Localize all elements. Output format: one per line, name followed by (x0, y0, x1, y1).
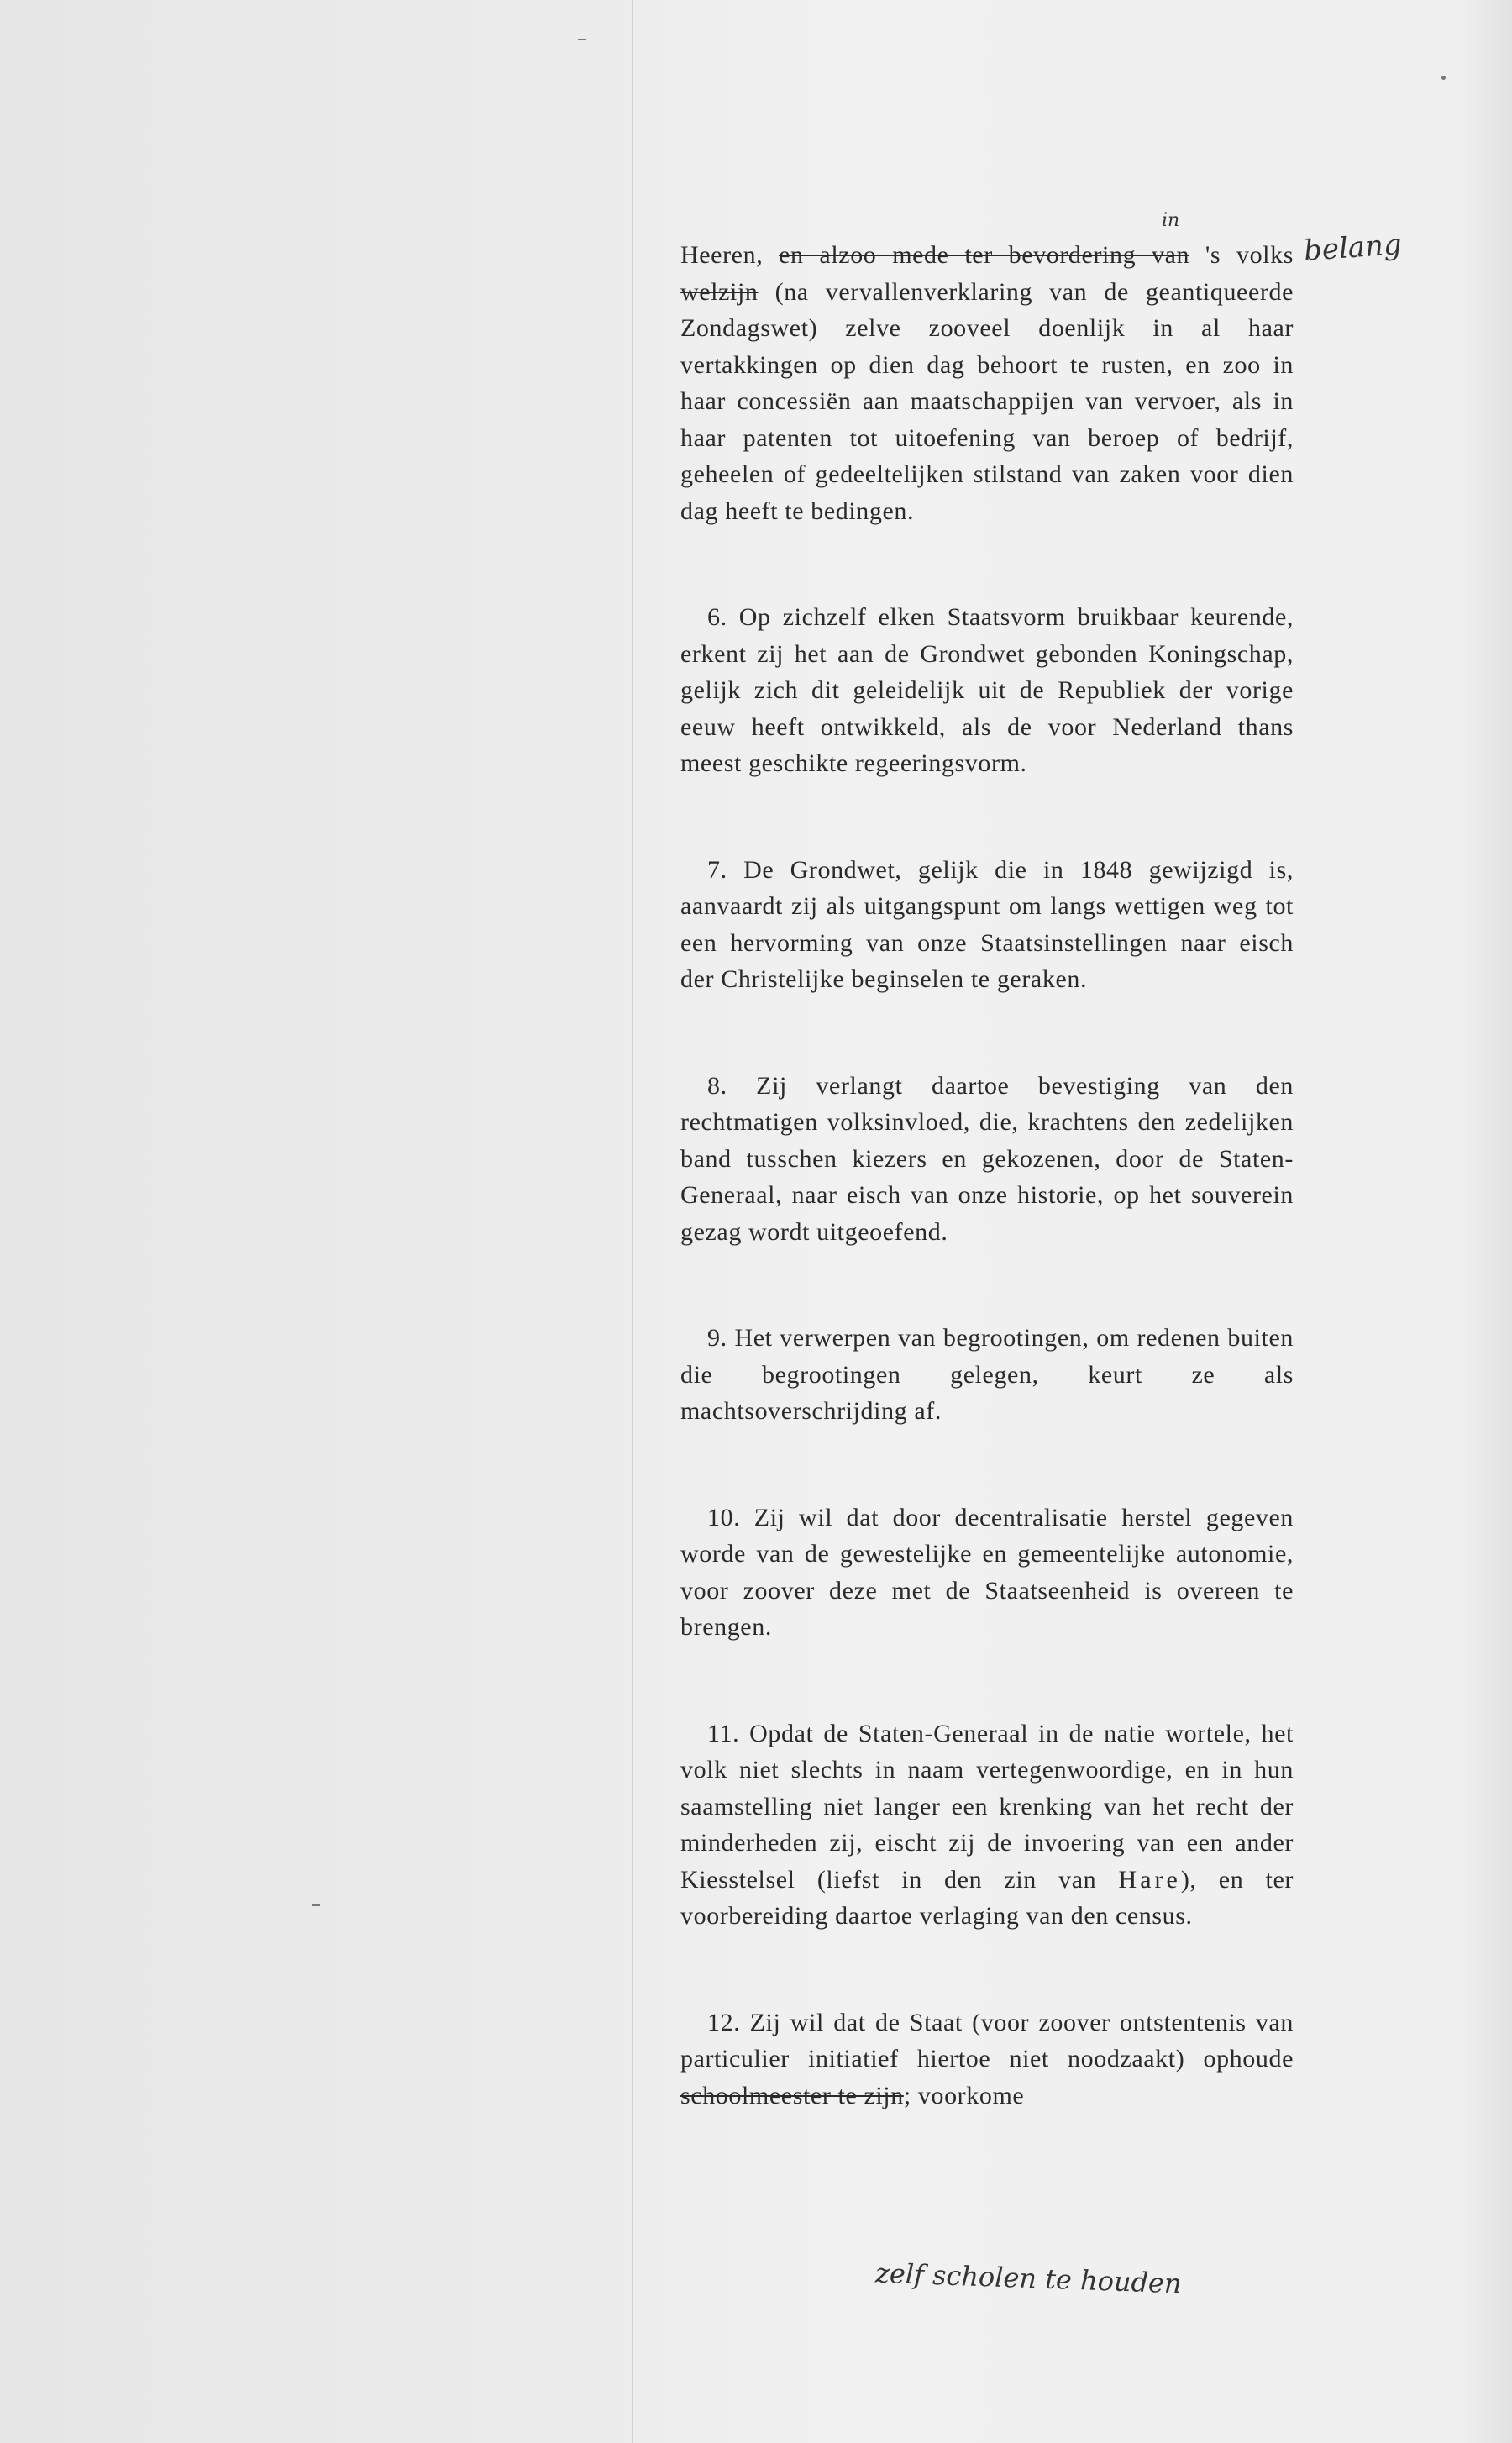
scan-speck (312, 1904, 320, 1906)
handwritten-margin-note: belang (1302, 227, 1403, 269)
text-run: (na vervallenverklaring van de geantiqueerde Zondagswet) zelve zooveel doenlijk in al haar vertakkingen op dien dag behoort te rusten, en zoo in haar concessiën aan maatschappijen van vervoer, als in haar patenten tot uitoefening van beroep of bedrijf, geheelen of gedeeltelijken stilstand van zaken voor dien dag heeft te bedingen. (680, 277, 1294, 525)
scan-speck (1441, 76, 1446, 80)
text-column (680, 237, 1294, 2114)
paragraph-12 (680, 2004, 1294, 2115)
handwritten-insertion: in (1162, 210, 1180, 231)
struck-text: schoolmeester te zijn (680, 2081, 904, 2109)
text-run: Heeren, (680, 241, 780, 269)
paragraph-6: 6. Op zichzelf elken Staatsvorm bruikbaar keurende, erkent zij het aan de Grondwet gebonden Koningschap, gelijk zich dit geleidelijk uit de Republiek der vorige eeuw heeft ontwikkeld, als de voor Nederland thans meest geschikte regeeringsvorm. (680, 603, 1294, 777)
spaced-name: Hare (1118, 1865, 1181, 1894)
paragraph-7: 7. De Grondwet, gelijk die in 1848 gewijzigd is, aanvaardt zij als uitgangspunt om langs wettigen weg tot een hervorming van onze Staatsinstellingen naar eisch der Christelijke beginselen te geraken. (680, 855, 1294, 993)
text-run: ), en ter voorbereiding daartoe verlaging van den census. (680, 1865, 1294, 1930)
text-run: 's volks (1189, 241, 1294, 269)
text-run: ; voorkome (903, 2081, 1025, 2109)
paragraph-11 (680, 1715, 1294, 1935)
paragraph-9: 9. Het verwerpen van begrootingen, om redenen buiten die begrootingen gelegen, keurt ze als machtsoverschrijding af. (680, 1324, 1294, 1425)
struck-text: en alzoo mede ter bevordering van (779, 241, 1190, 269)
paragraph-5-continuation (680, 237, 1294, 529)
paragraph-8: 8. Zij verlangt daartoe bevestiging van den rechtmatigen volksinvloed, die, krachtens den zedelijken band tusschen kiezers en gekozenen, door de Staten-Generaal, naar eisch van onze historie, op het souverein gezag wordt uitgeoefend. (680, 1071, 1294, 1246)
scan-speck (578, 39, 586, 40)
handwritten-bottom-note: zelf scholen te houden (874, 2256, 1183, 2300)
text-run: 12. Zij wil dat de Staat (voor zoover ontstentenis van particulier initiatief hiertoe niet noodzaakt) ophoude (680, 2008, 1294, 2073)
struck-text: welzijn (680, 277, 759, 306)
text-run: 11. Opdat de Staten-Generaal in de natie wortele, het volk niet slechts in naam vertegenwoordige, en in hun saamstelling niet langer een krenking van het recht der minderheden zij, eischt zij de invoering van een ander Kiesstelsel (liefst in den zin van (680, 1719, 1294, 1894)
page-edge-shadow (1462, 0, 1512, 2443)
page-fold-line (632, 0, 633, 2443)
paragraph-10: 10. Zij wil dat door decentralisatie herstel gegeven worde van de gewestelijke en gemeentelijke autonomie, voor zoover deze met de Staatseenheid is overeen te brengen. (680, 1503, 1294, 1641)
